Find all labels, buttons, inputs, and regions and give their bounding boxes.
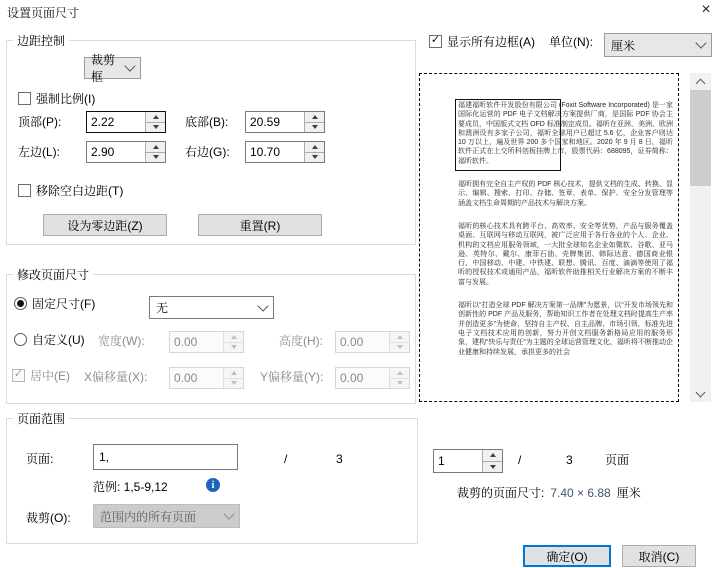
spinner-up-button[interactable] (305, 142, 324, 153)
info-icon[interactable]: i (206, 478, 220, 492)
width-input (170, 332, 223, 352)
crop-scope-select (93, 504, 240, 528)
set-zero-margins-button[interactable]: 设为零边距(Z) (43, 214, 167, 236)
triangle-down-icon (153, 125, 159, 129)
spinner-up-button (224, 368, 243, 379)
preview-page-input[interactable] (434, 450, 482, 472)
margin-bottom-label: 底部(B): (185, 115, 229, 129)
preview-scrollbar[interactable] (690, 73, 711, 402)
margin-right-label: 右边(G): (185, 145, 230, 159)
height-label: 高度(H): (279, 334, 323, 348)
crop-scope-value: 范围内的所有页面 (100, 509, 197, 524)
preview-paragraph: 福建福昕软件开发股份有限公司 (Foxit Software Incorporated) 是一家国际化运营的 PDF 电子文档解决方案提供厂商，是国际 PDF 协会主要成员，中国版式文档 OFD 标准制定成员。福昕在亚洲、美洲、欧洲和澳洲设有多家子公司，福昕全球用户已超过 5.6 亿，企业客户则达 10 万以上，遍及世界 200 多个国家和地区。2020 年 9 月 8 日，福昕软件正式在上交所科创板挂牌上市，股票代码：688095，证券简称：福昕软件。 (458, 102, 673, 165)
triangle-up-icon (312, 145, 318, 149)
fixed-size-radio[interactable] (14, 297, 27, 310)
spinner-up-button (224, 332, 243, 343)
triangle-up-icon (397, 335, 403, 339)
scroll-down-button[interactable] (690, 385, 711, 402)
triangle-down-icon (397, 381, 403, 385)
triangle-down-icon (231, 345, 237, 349)
constrain-proportions-checkbox[interactable] (18, 92, 31, 105)
margin-bottom-spinner (304, 112, 324, 132)
pages-example-label: 范例: 1,5-9,12 (93, 480, 168, 494)
y-offset-spinner (389, 368, 409, 388)
show-all-borders-label: 显示所有边框(A) (447, 35, 535, 49)
chevron-down-icon (257, 300, 268, 311)
height-spinner (389, 332, 409, 352)
pages-separator: / (284, 452, 288, 466)
reset-button[interactable]: 重置(R) (198, 214, 322, 236)
triangle-down-icon (312, 155, 318, 159)
box-type-select[interactable] (84, 53, 141, 84)
center-label: 居中(E) (30, 369, 70, 383)
width-spinner (223, 332, 243, 352)
spinner-up-button[interactable] (483, 450, 502, 462)
triangle-up-icon (231, 371, 237, 375)
cropped-page-size-value: 7.40 × 6.88 (550, 485, 611, 500)
x-offset-field (169, 367, 244, 389)
spinner-down-button (224, 379, 243, 389)
margin-left-input[interactable] (87, 142, 145, 162)
check-icon: ✓ (430, 34, 441, 46)
spinner-up-button[interactable] (146, 112, 165, 123)
spinner-up-button[interactable] (305, 112, 324, 123)
spinner-down-button[interactable] (146, 153, 165, 163)
preview-page-total: 3 (566, 453, 573, 467)
triangle-down-icon (312, 125, 318, 129)
scroll-up-button[interactable] (690, 73, 711, 90)
spinner-down-button (224, 343, 243, 353)
crop-scope-label: 裁剪(O): (26, 511, 71, 525)
x-offset-spinner (223, 368, 243, 388)
preview-pages-suffix: 页面 (605, 453, 630, 467)
margin-control-group-label: 边距控制 (13, 32, 69, 49)
height-field (335, 331, 410, 353)
width-field (169, 331, 244, 353)
spinner-up-button (390, 332, 409, 343)
triangle-up-icon (312, 115, 318, 119)
margin-top-label: 顶部(P): (18, 115, 62, 129)
margin-right-spinner (304, 142, 324, 162)
crop-box-outline (455, 99, 561, 171)
page-preview (419, 73, 679, 402)
pages-label: 页面: (26, 452, 54, 466)
y-offset-input (336, 368, 389, 388)
y-offset-field (335, 367, 410, 389)
triangle-down-icon (397, 345, 403, 349)
constrain-proportions-label: 强制比例(I) (36, 92, 96, 106)
spinner-down-button[interactable] (305, 153, 324, 163)
triangle-down-icon (153, 155, 159, 159)
fixed-size-value: 无 (156, 301, 169, 315)
cropped-page-size (457, 484, 641, 501)
y-offset-label: Y偏移量(Y): (260, 370, 324, 384)
preview-page-spinner (482, 450, 502, 472)
margin-top-spinner (145, 112, 165, 132)
margin-left-field (86, 141, 166, 163)
preview-page-field (433, 449, 503, 473)
triangle-up-icon (490, 453, 496, 457)
chevron-down-icon (695, 37, 706, 48)
check-icon: ✓ (13, 368, 24, 380)
spinner-down-button (390, 379, 409, 389)
preview-paragraph: 福昕的核心技术具有跨平台、高效率、安全等优势，产品与服务覆盖桌面、互联网与移动互联网，被广泛应用于各行各业的个人、企业、机构的文档应用服务领域，一大批全球知名企业如微软、谷歌、亚马逊、英特尔、戴尔、康菲石油、壳牌集团、韩际达意、德国商业银行、中国移动、中建、中铁建、联想、腾讯、百度、滴滴等使用了福昕的授权技术或通用产品，福昕软件助推相关行业解决方案的不断丰富与发展。 (458, 222, 673, 286)
chevron-down-icon (696, 387, 706, 397)
fixed-size-label: 固定尺寸(F) (32, 297, 96, 311)
scroll-thumb[interactable] (690, 90, 711, 186)
unit-select[interactable] (604, 33, 712, 57)
margin-top-field (86, 111, 166, 133)
cropped-page-size-label: 裁剪的页面尺寸: (457, 486, 545, 500)
triangle-up-icon (153, 115, 159, 119)
margin-top-input[interactable] (87, 112, 145, 132)
center-checkbox (12, 369, 25, 382)
remove-white-margins-label: 移除空白边距(T) (36, 184, 124, 198)
show-all-borders-checkbox[interactable] (429, 35, 442, 48)
triangle-down-icon (490, 465, 496, 469)
width-label: 宽度(W): (98, 334, 145, 348)
margin-right-input[interactable] (246, 142, 304, 162)
spinner-up-button (390, 368, 409, 379)
spinner-up-button[interactable] (146, 142, 165, 153)
spinner-down-button[interactable] (483, 462, 502, 473)
page-range-group-label: 页面范围 (13, 410, 69, 427)
close-icon[interactable]: × (701, 1, 711, 18)
preview-paragraph: 福昕拥有完全自主产权的 PDF 核心技术，提供文档的生成、转换、显示、编辑、搜索、打印、存储、签章、表单、保护、安全分发管理等涵盖文档生命周期的产品技术与解决方案。 (458, 181, 673, 207)
resize-page-group-label: 修改页面尺寸 (13, 266, 93, 283)
remove-white-margins-checkbox[interactable] (18, 184, 31, 197)
pages-total: 3 (336, 452, 343, 466)
fixed-size-select[interactable] (149, 296, 274, 319)
dialog-title: 设置页面尺寸 (7, 6, 80, 20)
chevron-down-icon (223, 508, 234, 519)
pages-input[interactable] (93, 444, 238, 470)
height-input (336, 332, 389, 352)
margin-left-label: 左边(L): (18, 145, 61, 159)
spinner-down-button[interactable] (146, 123, 165, 133)
unit-label: 单位(N): (549, 35, 593, 49)
cancel-button[interactable]: 取消(C) (622, 545, 696, 567)
ok-button[interactable]: 确定(O) (523, 545, 611, 567)
custom-size-label: 自定义(U) (32, 333, 85, 347)
box-type-value: 裁剪框 (91, 53, 116, 84)
chevron-up-icon (696, 78, 706, 88)
x-offset-input (170, 368, 223, 388)
unit-value: 厘米 (611, 38, 636, 53)
margin-right-field (245, 141, 325, 163)
triangle-down-icon (231, 381, 237, 385)
preview-paragraph: 福昕以“打造全球 PDF 解决方案第一品牌”为愿景，以“开发市场领先和创新性的 PDF 产品及服务，帮助知识工作者在处理文档时提高生产率并创造更多”为使命，坚持自主产权、自主品牌、市场引领，标准先进电子文档技术应用的创新，努力开创文档服务新格局应用的服务形象，建构“快乐与责任”为主题的全球运营管理文化，福昕将不断推动企业健康和持续发展，承担更多的社会 (458, 302, 673, 356)
cropped-page-size-unit: 厘米 (616, 486, 641, 500)
x-offset-label: X偏移量(X): (84, 370, 148, 384)
triangle-up-icon (397, 371, 403, 375)
margin-left-spinner (145, 142, 165, 162)
triangle-up-icon (153, 145, 159, 149)
spinner-down-button[interactable] (305, 123, 324, 133)
custom-size-radio[interactable] (14, 333, 27, 346)
margin-bottom-field (245, 111, 325, 133)
margin-bottom-input[interactable] (246, 112, 304, 132)
triangle-up-icon (231, 335, 237, 339)
spinner-down-button (390, 343, 409, 353)
preview-page-separator: / (518, 453, 522, 467)
